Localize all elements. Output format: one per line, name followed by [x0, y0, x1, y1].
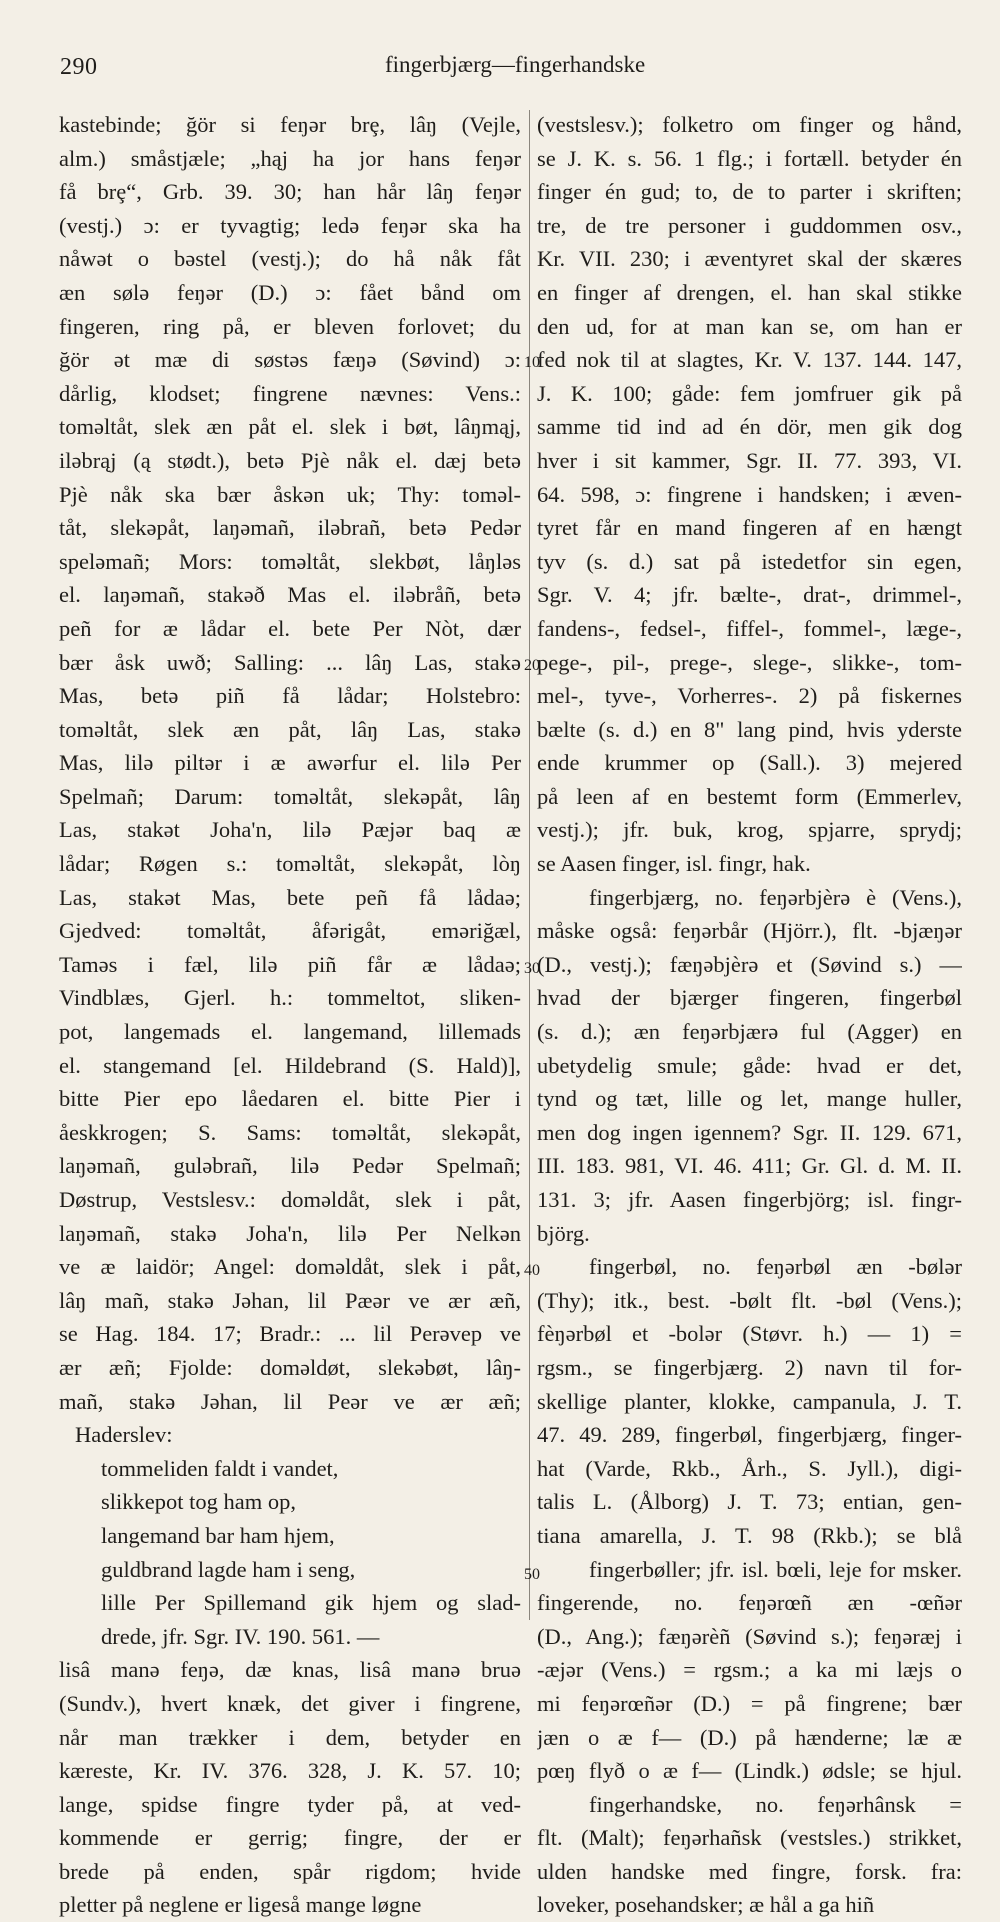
- text-line: laŋəmañ, guləbrañ, lilə Pedər Spelmañ;: [59, 1153, 521, 1179]
- text-line: guldbrand lagde ham i seng,: [101, 1556, 356, 1582]
- line-number: 10: [524, 354, 540, 371]
- text-line: fandens-, fedsel-, fiffel-, fommel-, læge-,: [537, 615, 962, 641]
- text-line: vestj.); jfr. buk, krog, spjarre, sprydj;: [537, 817, 962, 843]
- text-line: mel-, tyve-, Vorherres-. 2) på fiskernes: [537, 683, 962, 709]
- text-line: el. stangemand [el. Hildebrand (S. Hald)],: [59, 1052, 521, 1078]
- text-line: Vindblæs, Gjerl. h.: tommeltot, sliken-: [59, 985, 521, 1011]
- text-line: æn sølə feŋər (D.) ɔ: fået bånd om: [59, 279, 521, 305]
- text-line: laŋəmañ, stakə Joha'n, lilə Per Nelkən: [59, 1220, 521, 1246]
- text-line: fed nok til at slagtes, Kr. V. 137. 144. 147,: [537, 347, 962, 373]
- text-line: men dog ingen igennem? Sgr. II. 129. 671,: [537, 1119, 962, 1145]
- text-line: bær åsk uwð; Salling: ... lâŋ Las, stakə: [59, 649, 521, 675]
- text-line: ulden handske med fingre, forsk. fra:: [537, 1858, 962, 1884]
- text-line: kæreste, Kr. IV. 376. 328, J. K. 57. 10;: [59, 1758, 521, 1784]
- text-line: toməltåt, slek æn påt, lâŋ Las, stakə: [59, 716, 521, 742]
- text-line: fingerbøl, no. feŋərbøl æn -bølər: [589, 1254, 962, 1280]
- text-line: (D., Ang.); fæŋərèñ (Søvind s.); feŋəræj i: [537, 1623, 962, 1649]
- text-line: hver i sit kammer, Sgr. II. 77. 393, VI.: [537, 447, 962, 473]
- left-column: [59, 108, 521, 1922]
- text-line: Spelmañ; Darum: toməltåt, slekəpåt, lâŋ: [59, 783, 521, 809]
- text-line: Døstrup, Vestslesv.: doməldåt, slek i påt,: [59, 1187, 521, 1212]
- text-line: björg.: [537, 1220, 590, 1246]
- text-line: speləmañ; Mors: toməltåt, slekbøt, låŋləs: [59, 548, 521, 574]
- text-line: finger én gud; to, de to parter i skriften;: [537, 179, 962, 205]
- text-line: (s. d.); æn feŋərbjærə ful (Agger) en: [537, 1019, 962, 1045]
- text-line: langemand bar ham hjem,: [101, 1522, 335, 1548]
- text-line: drede, jfr. Sgr. IV. 190. 561. —: [101, 1623, 380, 1649]
- text-line: brede på enden, spår rigdom; hvide: [59, 1858, 521, 1884]
- text-line: se Hag. 184. 17; Bradr.: ... lil Perəvep ve: [59, 1321, 521, 1347]
- text-line: fingerbøller; jfr. isl. bœli, leje for msker.: [589, 1556, 962, 1582]
- text-line: lange, spidse fingre tyder på, at ved-: [59, 1791, 521, 1817]
- text-line: 64. 598, ɔ: fingrene i handsken; i æven-: [537, 481, 962, 507]
- text-line: lådar; Røgen s.: toməltåt, slekəpåt, lòŋ: [59, 851, 521, 877]
- text-line: hat (Varde, Rkb., Årh., S. Jyll.), digi-: [537, 1455, 962, 1481]
- text-line: bælte (s. d.) en 8" lang pind, hvis yderste: [537, 716, 962, 742]
- text-line: når man trækker i dem, betyder en: [59, 1724, 521, 1750]
- text-line: Mas, lilə piltər i æ awərfur el. lilə Per: [59, 750, 521, 776]
- text-line: kommende er gerrig; fingre, der er: [59, 1825, 521, 1851]
- text-line: få brȩ“, Grb. 39. 30; han hår lâŋ feŋər: [59, 179, 521, 205]
- line-number: 30: [524, 960, 540, 977]
- text-line: fèŋərbøl et -bolər (Støvr. h.) — 1) =: [537, 1321, 962, 1347]
- text-line: en finger af drengen, el. han skal stikke: [537, 279, 962, 305]
- text-line: ubetydelig smule; gåde: hvad er det,: [537, 1052, 962, 1078]
- text-line: Mas, betə piñ få lådar; Holstebro:: [59, 683, 521, 709]
- text-line: (vestslesv.); folketro om finger og hånd,: [537, 112, 962, 137]
- text-line: pege-, pil-, prege-, slege-, slikke-, tom-: [537, 649, 962, 675]
- text-line: tre, de tre personer i guddommen osv.,: [537, 212, 962, 238]
- text-line: pot, langemads el. langemand, lillemads: [59, 1019, 521, 1045]
- text-line: lâŋ mañ, stakə Jəhan, lil Pæər ve ær æñ,: [59, 1287, 521, 1313]
- text-line: den ud, for at man kan se, om han er: [537, 313, 962, 339]
- text-line: måske også: feŋərbår (Hjörr.), flt. -bjæŋər: [537, 918, 962, 944]
- text-line: 47. 49. 289, fingerbøl, fingerbjærg, finger-: [537, 1422, 962, 1448]
- text-line: ær æñ; Fjolde: doməldøt, slekəbøt, lâŋ-: [59, 1354, 521, 1380]
- text-line: (Thy); itk., best. -bølt flt. -bøl (Vens.);: [537, 1287, 962, 1313]
- text-line: tyret får en mand fingeren af en hængt: [537, 515, 962, 541]
- line-number: 40: [524, 1262, 540, 1279]
- text-line: flt. (Malt); feŋərhañsk (vestsles.) strikket,: [537, 1825, 962, 1851]
- line-number: 20: [524, 657, 540, 674]
- text-line: talis L. (Ålborg) J. T. 73; entian, gen-: [537, 1489, 962, 1515]
- text-line: -æjər (Vens.) = rgsm.; a ka mi læjs o: [537, 1657, 962, 1683]
- right-column: [537, 108, 962, 1922]
- text-line: peñ for æ lådar el. bete Per Nòt, dær: [59, 615, 521, 641]
- text-line: Taməs i fæl, lilə piñ får æ lådaə;: [59, 951, 521, 977]
- text-line: åeskkrogen; S. Sams: toməltåt, slekəpåt,: [59, 1119, 521, 1145]
- text-line: mañ, stakə Jəhan, lil Peər ve ær æñ;: [59, 1388, 521, 1414]
- text-line: III. 183. 981, VI. 46. 411; Gr. Gl. d. M. II.: [537, 1153, 962, 1179]
- text-line: Sgr. V. 4; jfr. bælte-, drat-, drimmel-,: [537, 582, 962, 608]
- text-line: (D., vestj.); fæŋəbjèrə et (Søvind s.) —: [537, 951, 962, 977]
- text-line: toməltåt, slek æn påt el. slek i bøt, lâŋmąj,: [59, 414, 521, 440]
- text-line: lisâ manə feŋə, dæ knas, lisâ manə bruə: [59, 1657, 521, 1683]
- text-line: mi feŋərœñər (D.) = på fingrene; bær: [537, 1690, 962, 1716]
- text-line: slikkepot tog ham op,: [101, 1489, 296, 1515]
- text-line: loveker, posehandsker; æ hål a ga hiñ: [537, 1892, 875, 1918]
- text-line: Las, stakət Joha'n, lilə Pæjər baq æ: [59, 817, 521, 843]
- text-line: pœŋ flyð o æ f— (Lindk.) ødsle; se hjul.: [537, 1758, 962, 1784]
- text-line: Kr. VII. 230; i æventyret skal der skæres: [537, 246, 962, 272]
- text-line: ğör ət mæ di søstəs fæŋə (Søvind) ɔ:: [59, 347, 521, 373]
- text-line: hvad der bjærger fingeren, fingerbøl: [537, 985, 962, 1011]
- text-line: fingeren, ring på, er bleven forlovet; du: [59, 313, 521, 339]
- text-line: Pjè nåk ska bær åskən uk; Thy: toməl-: [59, 481, 521, 507]
- text-line: iləbrąj (ą stødt.), betə Pjè nåk el. dæj betə: [59, 447, 521, 473]
- text-line: 131. 3; jfr. Aasen fingerbjörg; isl. fingr-: [537, 1187, 962, 1212]
- text-line: tommeliden faldt i vandet,: [101, 1455, 339, 1481]
- text-line: nåwət o bəstel (vestj.); do hå nåk fåt: [59, 246, 521, 272]
- text-line: rgsm., se fingerbjærg. 2) navn til for-: [537, 1354, 962, 1380]
- text-line: tynd og tæt, lille og let, mange huller,: [537, 1086, 962, 1112]
- text-line: fingerhandske, no. feŋərhânsk =: [589, 1791, 962, 1817]
- column-divider: [529, 110, 530, 1620]
- text-line: (vestj.) ɔ: er tyvagtig; ledə feŋər ska ha: [59, 212, 521, 238]
- text-line: Las, stakət Mas, bete peñ få lådaə;: [59, 884, 521, 910]
- text-line: Gjedved: toməltåt, åfərigåt, eməriğæl,: [59, 918, 521, 944]
- text-line: kastebinde; ğör si feŋər brȩ, lâŋ (Vejle,: [59, 112, 521, 137]
- text-line: J. K. 100; gåde: fem jomfruer gik på: [537, 380, 962, 406]
- text-line: pletter på neglene er ligeså mange løgne: [59, 1892, 422, 1918]
- page-number: 290: [60, 54, 98, 80]
- text-line: dårlig, klodset; fingrene nævnes: Vens.:: [59, 380, 521, 406]
- text-line: se J. K. s. 56. 1 flg.; i fortæll. betyder én: [537, 145, 962, 171]
- text-line: tyv (s. d.) sat på istedetfor sin egen,: [537, 548, 962, 574]
- text-line: (Sundv.), hvert knæk, det giver i fingrene,: [59, 1690, 521, 1716]
- text-line: el. laŋəmañ, stakəð Mas el. iləbråñ, betə: [59, 582, 521, 608]
- text-line: fingerbjærg, no. feŋərbjèrə è (Vens.),: [589, 884, 962, 910]
- text-line: jæn o æ f— (D.) på hænderne; læ æ: [537, 1724, 962, 1750]
- text-line: Haderslev:: [75, 1422, 173, 1448]
- text-line: alm.) småstjæle; „hąj ha jor hans feŋər: [59, 145, 521, 171]
- text-line: fingerende, no. feŋərœñ æn -œñər: [537, 1590, 962, 1616]
- text-line: tiana amarella, J. T. 98 (Rkb.); se blå: [537, 1522, 962, 1548]
- text-line: bitte Pier epo låedaren el. bitte Pier i: [59, 1086, 521, 1112]
- running-head: fingerbjærg—fingerhandske: [385, 52, 646, 77]
- text-line: ende krummer op (Sall.). 3) mejered: [537, 750, 962, 776]
- text-line: ve æ laidör; Angel: doməldåt, slek i påt,: [59, 1254, 521, 1280]
- text-line: se Aasen finger, isl. fingr, hak.: [537, 851, 811, 877]
- text-line: på leen af en bestemt form (Emmerlev,: [537, 783, 962, 809]
- text-line: lille Per Spillemand gik hjem og slad-: [101, 1590, 521, 1616]
- line-number: 50: [524, 1566, 540, 1583]
- text-line: tåt, slekəpåt, laŋəmañ, iləbrañ, betə Pedər: [59, 515, 521, 541]
- text-line: samme tid ind ad én dör, men gik dog: [537, 414, 962, 440]
- text-line: skellige planter, klokke, campanula, J. T.: [537, 1388, 962, 1414]
